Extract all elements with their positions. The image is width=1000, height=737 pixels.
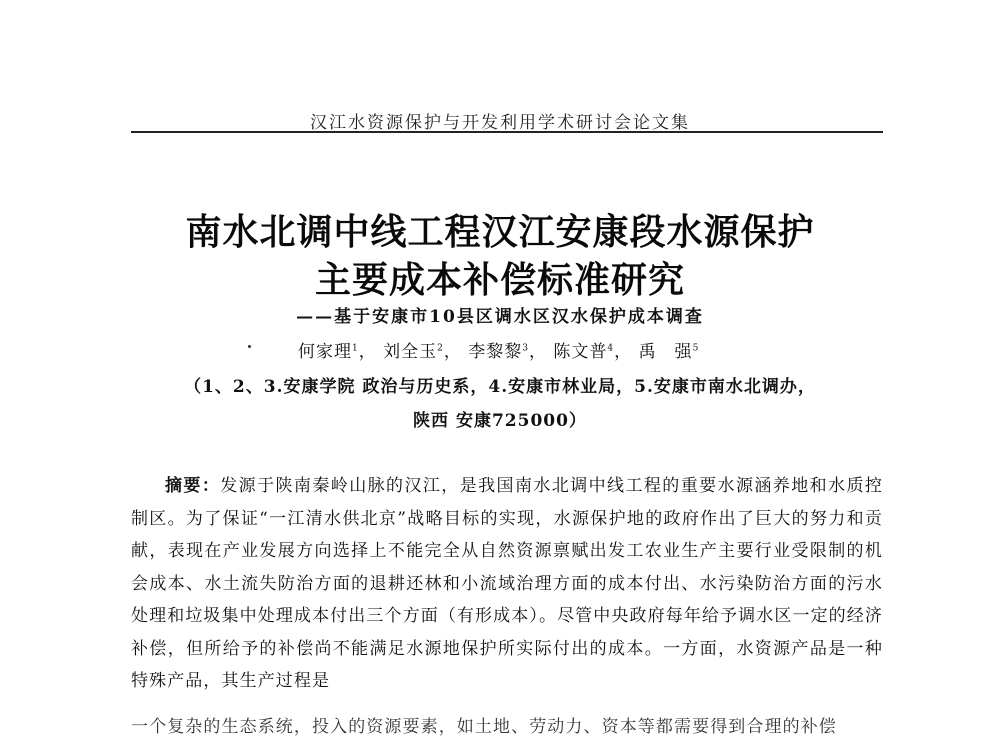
paper-subtitle: ——基于安康市10县区调水区汉水保护成本调查 <box>296 307 704 327</box>
abstract <box>131 470 883 698</box>
affiliation-line-1: （1、2、3.安康学院 政治与历史系，4.安康市林业局，5.安康市南水北调办， <box>184 377 816 397</box>
abstract-label: 摘要： <box>165 476 221 496</box>
author-name: 李黎黎 <box>468 342 523 362</box>
affiliation-line-2: 陕西 安康725000） <box>413 411 587 431</box>
header-rule <box>131 131 883 133</box>
author-name: 刘全玉 <box>383 342 438 362</box>
abstract-paragraph <box>131 470 883 698</box>
paper-title-line-2: 主要成本补偿标准研究 <box>314 259 685 301</box>
scan-dot <box>248 345 251 348</box>
author-name: 何家理 <box>298 342 352 362</box>
author-affil-mark: 3 <box>522 343 530 354</box>
author-name: 禹 强 <box>638 342 693 362</box>
author-name: 陈文普 <box>553 342 608 362</box>
author-affil-mark: 2 <box>437 343 444 354</box>
author-affil-mark: 4 <box>607 343 615 354</box>
author-affil-mark: 1 <box>352 343 359 354</box>
truncated-line: 一个复杂的生态系统，投入的资源要素，如土地、劳动力、资本等都需要得到合理的补偿 <box>131 717 837 737</box>
abstract-body: 发源于陕南秦岭山脉的汉江，是我国南水北调中线工程的重要水源涵养地和水质控制区。为了保证“一江清水供北京”战略目标的实现，水源保护地的政府作出了巨大的努力和贡献，表现在产业发展方向选择上不能完全从自然资源禀赋出发工农业生产主要行业受限制的机会成本、水土流失防治方面的退耕还林和小流域治理方面的成本付出、水污染防治方面的污水处理和垃圾集中处理成本付出三个方面（有形成本）。尽管中央政府每年给予调水区一定的经济补偿，但所给予的补偿尚不能满足水源地保护所实际付出的成本。一方面，水资源产品是一种特殊产品，其生产过程是 <box>131 476 883 691</box>
paper-title-line-1: 南水北调中线工程汉江安康段水源保护 <box>185 211 815 253</box>
running-header: 汉江水资源保护与开发利用学术研讨会论文集 <box>310 113 690 133</box>
author-list: 何家理$^1$， 刘全玉$^2$， 李黎黎$^3$， 陈文普$^4$， 禹 强$^5$ <box>298 342 700 362</box>
author-affil-mark: 5 <box>692 343 700 354</box>
